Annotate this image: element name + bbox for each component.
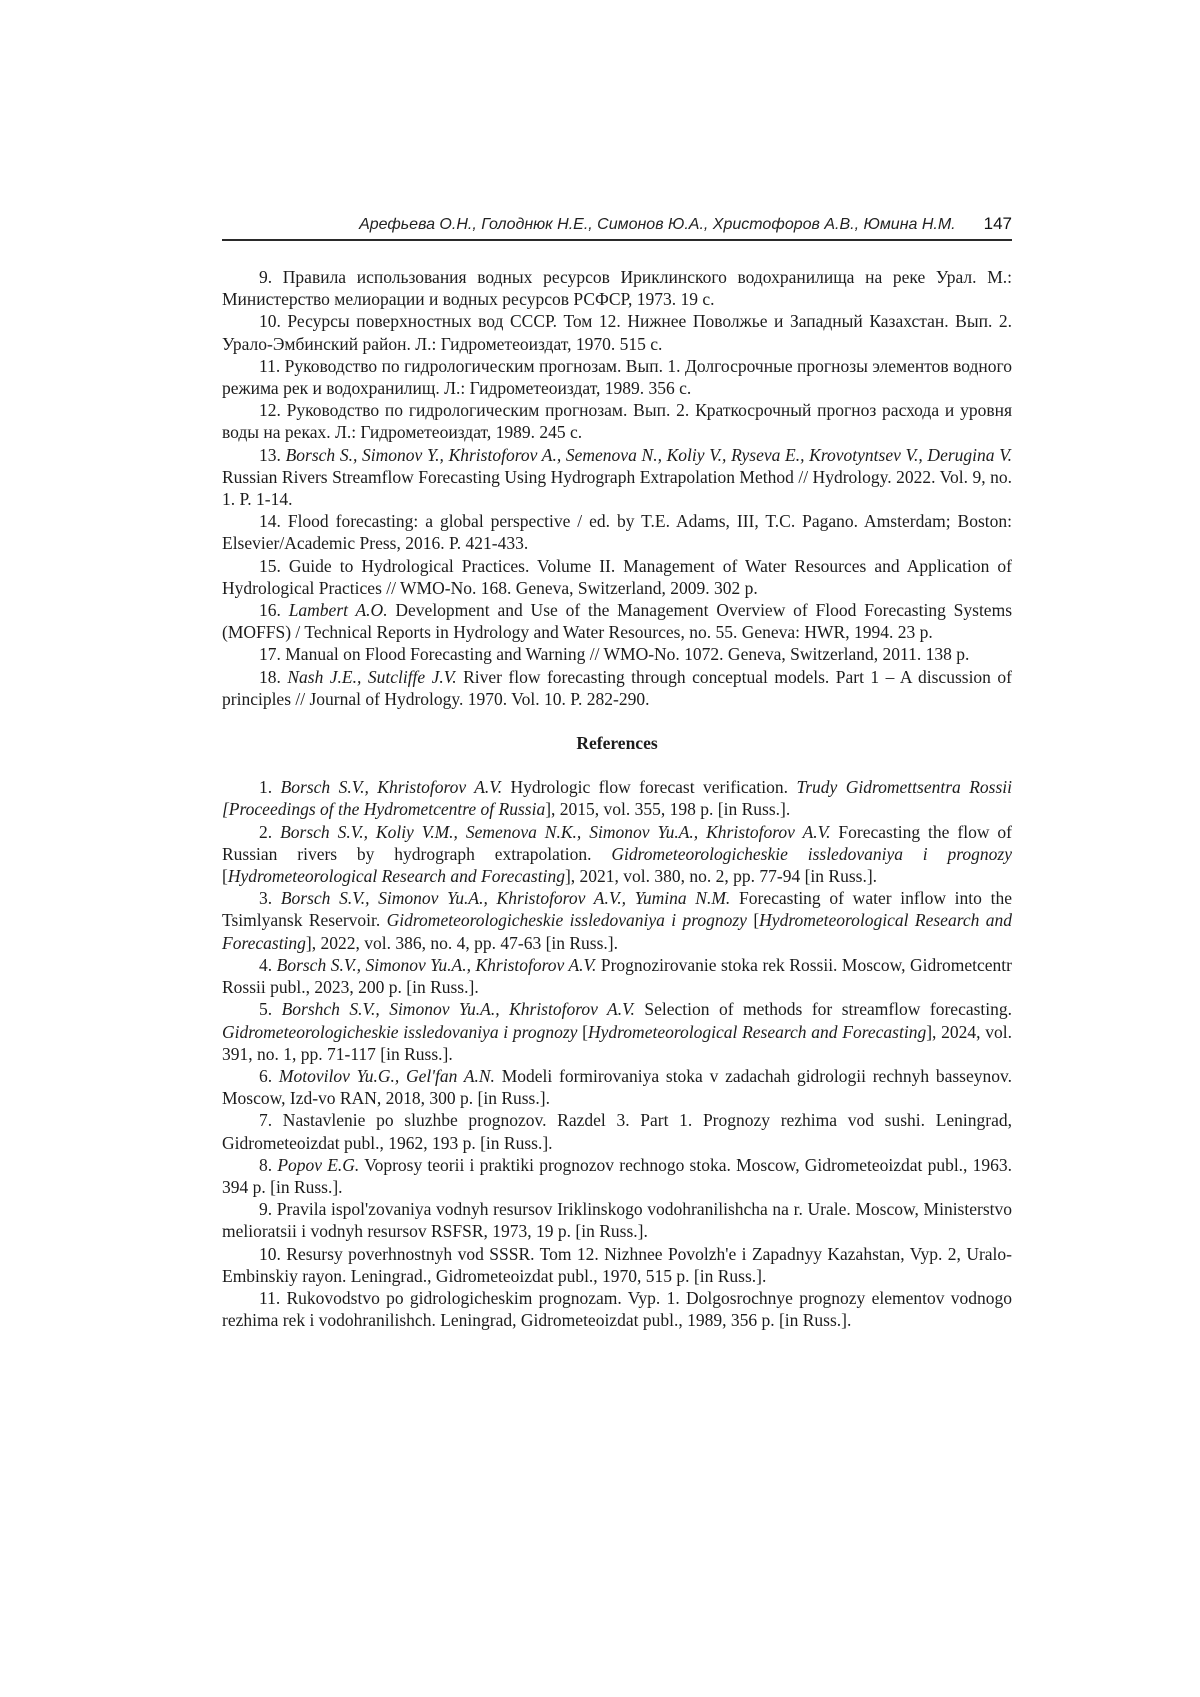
reference-text: 18.	[259, 666, 288, 687]
reference-italic-text: Borsch S.V., Simonov Yu.A., Khristoforov A.V.	[276, 954, 597, 975]
reference-item	[222, 887, 1012, 954]
reference-item	[222, 1154, 1012, 1198]
reference-item	[222, 666, 1012, 710]
running-header-line	[222, 214, 1012, 234]
reference-text: Development and Use of the Management Overview of Flood Forecasting Systems (MOFFS) / Technical Reports in Hydrology and Water Resources, no. 55. Geneva: HWR, 1994. 23 p.	[222, 600, 1012, 643]
references-en-list	[222, 776, 1012, 1331]
reference-text: [	[746, 910, 760, 931]
reference-item	[222, 1109, 1012, 1153]
reference-item	[222, 1198, 1012, 1242]
reference-text: 9. Pravila ispol'zovaniya vodnyh resursov Iriklinskogo vodohranilishcha na r. Urale. Moscow, Ministerstvo melioratsii i vodnyh resursov RSFSR, 1973, 19 p. [in Russ.].	[222, 1199, 1012, 1242]
reference-item	[222, 399, 1012, 443]
reference-text: Voprosy teorii i praktiki prognozov rechnogo stoka. Moscow, Gidrometeoizdat publ., 1963. 394 p. [in Russ.].	[222, 1154, 1013, 1197]
reference-text: ], 2022, vol. 386, no. 4, pp. 47-63 [in Russ.].	[305, 932, 618, 953]
reference-italic-text: Hydrometeorological Research and Forecasting	[587, 1021, 927, 1042]
reference-text: 14. Flood forecasting: a global perspective / ed. by T.E. Adams, III, T.C. Pagano. Amsterdam; Boston: Elsevier/Academic Press, 2016. P. 421-433.	[222, 511, 1012, 554]
reference-italic-text: Borshch S.V., Simonov Yu.A., Khristoforov A.V.	[281, 999, 635, 1020]
reference-text: 10. Ресурсы поверхностных вод СССР. Том 12. Нижнее Поволжье и Западный Казахстан. Вып. 2. Урало-Эмбинский район. Л.: Гидрометеоиздат, 1970. 515 с.	[222, 311, 1012, 354]
reference-italic-text: Gidrometeorologicheskie issledovaniya i prognozy	[611, 843, 1012, 864]
reference-text: 5.	[259, 999, 282, 1020]
reference-italic-text: Gidrometeorologicheskie issledovaniya i prognozy	[222, 1021, 578, 1042]
reference-text: Forecasting the flow of Russian rivers by hydrograph extrapolation.	[222, 821, 1012, 864]
reference-italic-text: Trudy Gidromettsentra Rossii [Proceedings of the Hydrometcentre of Russia	[222, 777, 1012, 820]
reference-text: [	[222, 866, 228, 887]
reference-text: Prognozirovanie stoka rek Rossii. Moscow, Gidrometcentr Rossii publ., 2023, 200 p. [in Russ.].	[222, 954, 1012, 998]
reference-item	[222, 444, 1012, 511]
reference-item	[222, 599, 1012, 643]
reference-text: 15. Guide to Hydrological Practices. Volume II. Management of Water Resources and Application of Hydrological Practices // WMO-No. 168. Geneva, Switzerland, 2009. 302 p.	[222, 555, 1012, 598]
reference-item	[222, 998, 1012, 1065]
reference-text: 11. Руководство по гидрологическим прогнозам. Вып. 1. Долгосрочные прогнозы элементов водного режима рек и водохранилищ. Л.: Гидрометеоиздат, 1989. 356 с.	[222, 355, 1012, 399]
reference-italic-text: Borsch S.V., Koliy V.M., Semenova N.K., Simonov Yu.A., Khristoforov A.V.	[280, 821, 831, 842]
reference-italic-text: Lambert A.O.	[288, 600, 388, 621]
reference-text: River flow forecasting through conceptual models. Part 1 – A discussion of principles // Journal of Hydrology. 1970. Vol. 10. P. 282-290.	[222, 666, 1012, 709]
reference-text: Russian Rivers Streamflow Forecasting Using Hydrograph Extrapolation Method // Hydrology. 2022. Vol. 9, no. 1. P. 1-14.	[222, 466, 1012, 510]
reference-item	[222, 355, 1012, 399]
reference-text: Selection of methods for streamflow forecasting.	[634, 999, 1013, 1020]
reference-italic-text: Gidrometeorologicheskie issledovaniya i prognozy	[386, 910, 747, 931]
reference-item	[222, 1065, 1012, 1109]
reference-italic-text: Borsch S., Simonov Y., Khristoforov A., Semenova N., Koliy V., Ryseva E., Krovotyntsev V., Derugina V.	[285, 444, 1013, 465]
reference-item	[222, 1243, 1012, 1287]
page-number: 147	[983, 214, 1012, 233]
reference-italic-text: Hydrometeorological Research and Forecasting	[227, 866, 565, 887]
references-heading: References	[576, 733, 658, 754]
reference-text: 7. Nastavlenie po sluzhbe prognozov. Razdel 3. Part 1. Prognozy rezhima vod sushi. Leningrad, Gidrometeoizdat publ., 1962, 193 p. [in Russ.].	[222, 1110, 1012, 1153]
reference-item	[222, 266, 1012, 310]
reference-item	[222, 776, 1012, 820]
header-rule	[222, 239, 1012, 241]
reference-text: 4.	[259, 954, 277, 975]
reference-italic-text: Hydrometeorological Research and Forecasting	[222, 910, 1013, 953]
reference-text: 10. Resursy poverhnostnyh vod SSSR. Tom 12. Nizhnee Povolzh'e i Zapadnyy Kazahstan, Vyp. 2, Uralo-Embinskiy rayon. Leningrad., Gidrometeoizdat publ., 1970, 515 p. [in Russ.].	[222, 1243, 1012, 1286]
bibliography-ru-list	[222, 266, 1012, 710]
reference-text: Hydrologic flow forecast verification.	[502, 777, 797, 798]
reference-text: [	[577, 1021, 588, 1042]
reference-italic-text: Borsch S.V., Simonov Yu.A., Khristoforov A.V., Yumina N.M.	[280, 888, 731, 909]
reference-italic-text: Nash J.E., Sutcliffe J.V.	[287, 666, 457, 687]
running-header	[222, 214, 1012, 241]
reference-text: ], 2021, vol. 380, no. 2, pp. 77-94 [in Russ.].	[564, 866, 878, 887]
reference-text: 1.	[259, 777, 281, 798]
reference-text: 3.	[259, 888, 281, 909]
running-header-authors: Арефьева О.Н., Голоднюк Н.Е., Симонов Ю.А., Христофоров А.В., Юмина Н.М.	[359, 216, 956, 233]
reference-item	[222, 555, 1012, 599]
reference-text: 2.	[259, 821, 281, 842]
reference-text: 8.	[259, 1154, 278, 1175]
reference-text: 13.	[259, 444, 286, 465]
page-content	[222, 266, 1012, 1331]
reference-text: ], 2015, vol. 355, 198 p. [in Russ.].	[545, 799, 791, 820]
reference-italic-text: Borsch S.V., Khristoforov A.V.	[280, 777, 503, 798]
reference-text: Modeli formirovaniya stoka v zadachah gidrologii rechnyh basseynov. Moscow, Izd-vo RAN, 2018, 300 p. [in Russ.].	[222, 1065, 1012, 1109]
reference-text: 16.	[259, 600, 289, 621]
reference-text: ], 2024, vol. 391, no. 1, pp. 71-117 [in Russ.].	[222, 1021, 1012, 1064]
reference-item	[222, 310, 1012, 354]
reference-text: 17. Manual on Flood Forecasting and Warning // WMO-No. 1072. Geneva, Switzerland, 2011. 138 p.	[259, 644, 970, 665]
reference-italic-text: Motovilov Yu.G., Gel'fan A.N.	[278, 1065, 495, 1086]
reference-text: 11. Rukovodstvo po gidrologicheskim prognozam. Vyp. 1. Dolgosrochnye prognozy elementov vodnogo rezhima rek i vodohranilishch. Leningrad, Gidrometeoizdat publ., 1989, 356 p. [in Russ.].	[222, 1287, 1012, 1331]
reference-item	[222, 643, 1012, 665]
reference-item	[222, 954, 1012, 998]
reference-text: 9. Правила использования водных ресурсов Ириклинского водохранилища на реке Урал. М.: Министерство мелиорации и водных ресурсов РСФСР, 1973. 19 с.	[222, 267, 1012, 310]
reference-item	[222, 821, 1012, 888]
reference-italic-text: Popov E.G.	[277, 1154, 360, 1175]
reference-text: 6.	[259, 1065, 279, 1086]
reference-item	[222, 510, 1012, 554]
reference-text: Forecasting of water inflow into the Tsimlyansk Reservoir.	[222, 888, 1012, 931]
reference-item	[222, 1287, 1012, 1331]
reference-text: 12. Руководство по гидрологическим прогнозам. Вып. 2. Краткосрочный прогноз расхода и уровня воды на реках. Л.: Гидрометеоиздат, 1989. 245 с.	[222, 400, 1012, 443]
